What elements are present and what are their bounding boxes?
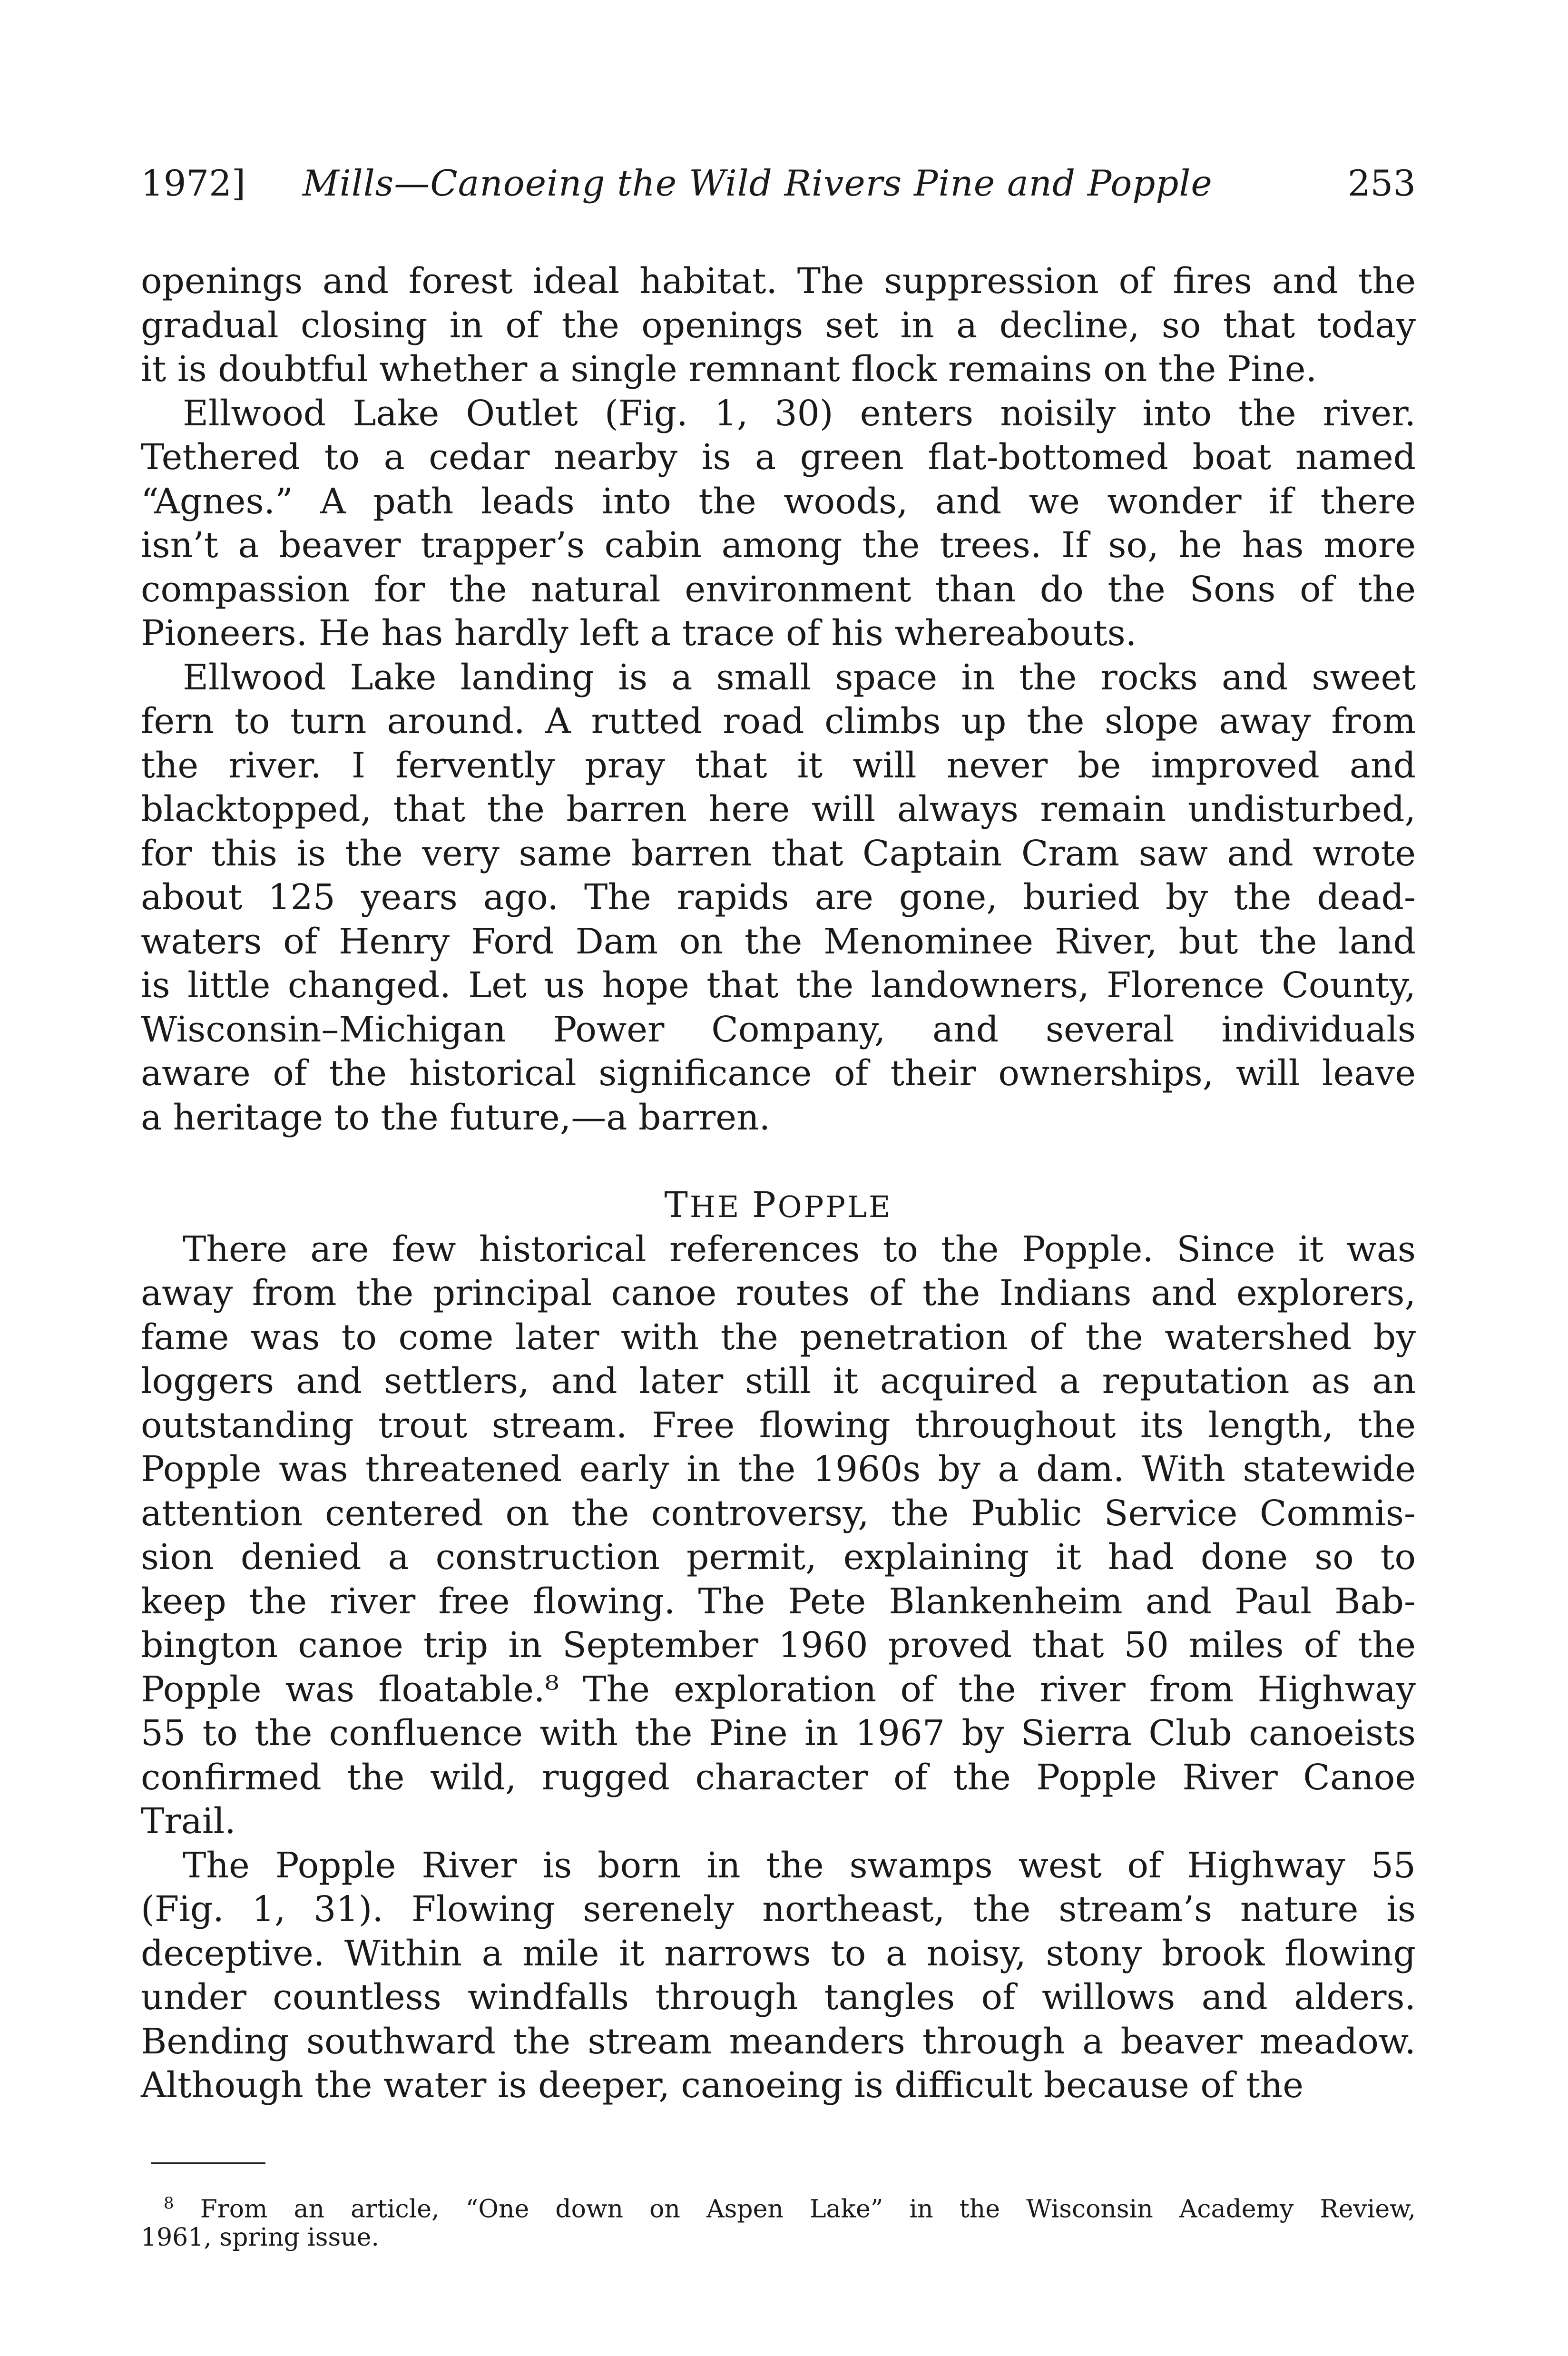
- text-line: it is doubtful whether a single remnant flock remains on the Pine.: [141, 349, 1317, 390]
- text-line: gradual closing in of the openings set in a decline, so that today: [141, 304, 1416, 346]
- text-line: Tethered to a cedar nearby is a green flat-bottomed boat named: [141, 437, 1416, 478]
- paragraph: [141, 392, 1416, 656]
- text-line: is little changed. Let us hope that the landowners, Florence County,: [141, 965, 1416, 1006]
- text-line: Pioneers. He has hardly left a trace of his whereabouts.: [141, 613, 1137, 654]
- paragraphs-before-heading: [141, 259, 1416, 1139]
- paragraphs-after-heading: [141, 1227, 1416, 2108]
- text-line: There are few historical references to the Popple. Since it was: [183, 1228, 1416, 1270]
- text-line: keep the river free flowing. The Pete Blankenheim and Paul Bab-: [141, 1580, 1416, 1622]
- text-line: under countless windfalls through tangles of willows and alders.: [141, 1977, 1416, 2018]
- text-line: Ellwood Lake Outlet (Fig. 1, 30) enters noisily into the river.: [183, 393, 1416, 434]
- text-line: isn’t a beaver trapper’s cabin among the trees. If so, he has more: [141, 525, 1416, 566]
- text-line: Ellwood Lake landing is a small space in the rocks and sweet: [183, 657, 1416, 698]
- text-line: Popple was threatened early in the 1960s by a dam. With statewide: [141, 1449, 1416, 1490]
- text-line: loggers and settlers, and later still it acquired a reputation as an: [141, 1361, 1416, 1402]
- text-line: confirmed the wild, rugged character of the Popple River Canoe: [141, 1757, 1416, 1798]
- paragraph: [141, 1844, 1416, 2108]
- text-line: fern to turn around. A rutted road climbs up the slope away from: [141, 701, 1416, 742]
- body-text: [141, 259, 1416, 2108]
- paragraph: [141, 656, 1416, 1140]
- text-line: deceptive. Within a mile it narrows to a noisy, stony brook flowing: [141, 1933, 1416, 1974]
- footnote-text-1: From an article, “One down on Aspen Lake” in the Wisconsin Academy Review,: [200, 2195, 1416, 2224]
- heading-spacer: [141, 1139, 1416, 1183]
- text-line: about 125 years ago. The rapids are gone, buried by the dead-: [141, 877, 1416, 918]
- running-head: [141, 157, 1416, 209]
- footnote-line: [141, 2186, 1416, 2224]
- text-line: attention centered on the controversy, the Public Service Commis-: [141, 1492, 1416, 1534]
- section-heading-rest-1: HE: [689, 1189, 741, 1224]
- text-line: Although the water is deeper, canoeing is difficult because of the: [141, 2065, 1304, 2106]
- paragraph: [141, 259, 1416, 392]
- text-line: Popple was floatable.⁸ The exploration of the river from Highway: [141, 1669, 1416, 1710]
- footnote-rule: [151, 2162, 265, 2164]
- text-line: “Agnes.” A path leads into the woods, and we wonder if there: [141, 481, 1416, 522]
- text-line: openings and forest ideal habitat. The suppression of fires and the: [141, 261, 1416, 302]
- text-line: sion denied a construction permit, explaining it had done so to: [141, 1537, 1416, 1578]
- running-head-year: 1972]: [141, 162, 246, 204]
- text-line: (Fig. 1, 31). Flowing serenely northeast, the stream’s nature is: [141, 1889, 1416, 1930]
- running-head-title: Mills—Canoeing the Wild Rivers Pine and Popple: [303, 162, 1213, 204]
- text-line: Wisconsin–Michigan Power Company, and several individuals: [141, 1009, 1416, 1050]
- footnote-marker: 8: [164, 2194, 174, 2213]
- text-line: for this is the very same barren that Captain Cram saw and wrote: [141, 833, 1416, 874]
- text-line: 55 to the confluence with the Pine in 1967 by Sierra Club canoeists: [141, 1713, 1416, 1754]
- section-heading: [141, 1183, 1416, 1227]
- footnote-line: 1961, spring issue.: [141, 2223, 379, 2252]
- page-number: 253: [1347, 162, 1416, 204]
- text-line: aware of the historical significance of their ownerships, will leave: [141, 1053, 1416, 1094]
- text-line: waters of Henry Ford Dam on the Menominee River, but the land: [141, 921, 1416, 962]
- text-line: blacktopped, that the barren here will always remain undisturbed,: [141, 789, 1416, 830]
- text-line: The Popple River is born in the swamps west of Highway 55: [183, 1845, 1416, 1886]
- footnote: [141, 2186, 1416, 2255]
- text-line: compassion for the natural environment than do the Sons of the: [141, 569, 1416, 610]
- section-heading-rest-2: OPPLE: [777, 1189, 892, 1224]
- text-line: Bending southward the stream meanders through a beaver meadow.: [141, 2021, 1416, 2062]
- section-heading-cap-2: P: [752, 1185, 778, 1226]
- text-line: bington canoe trip in September 1960 proved that 50 miles of the: [141, 1625, 1416, 1666]
- text-line: the river. I fervently pray that it will never be improved and: [141, 745, 1416, 786]
- text-line: outstanding trout stream. Free flowing throughout its length, the: [141, 1404, 1416, 1446]
- paragraph: [141, 1227, 1416, 1844]
- text-line: fame was to come later with the penetration of the watershed by: [141, 1316, 1416, 1358]
- text-line: away from the principal canoe routes of the Indians and explorers,: [141, 1273, 1416, 1314]
- text-line: a heritage to the future,—a barren.: [141, 1097, 771, 1138]
- text-line: Trail.: [141, 1801, 236, 1842]
- section-heading-cap-1: T: [664, 1185, 690, 1226]
